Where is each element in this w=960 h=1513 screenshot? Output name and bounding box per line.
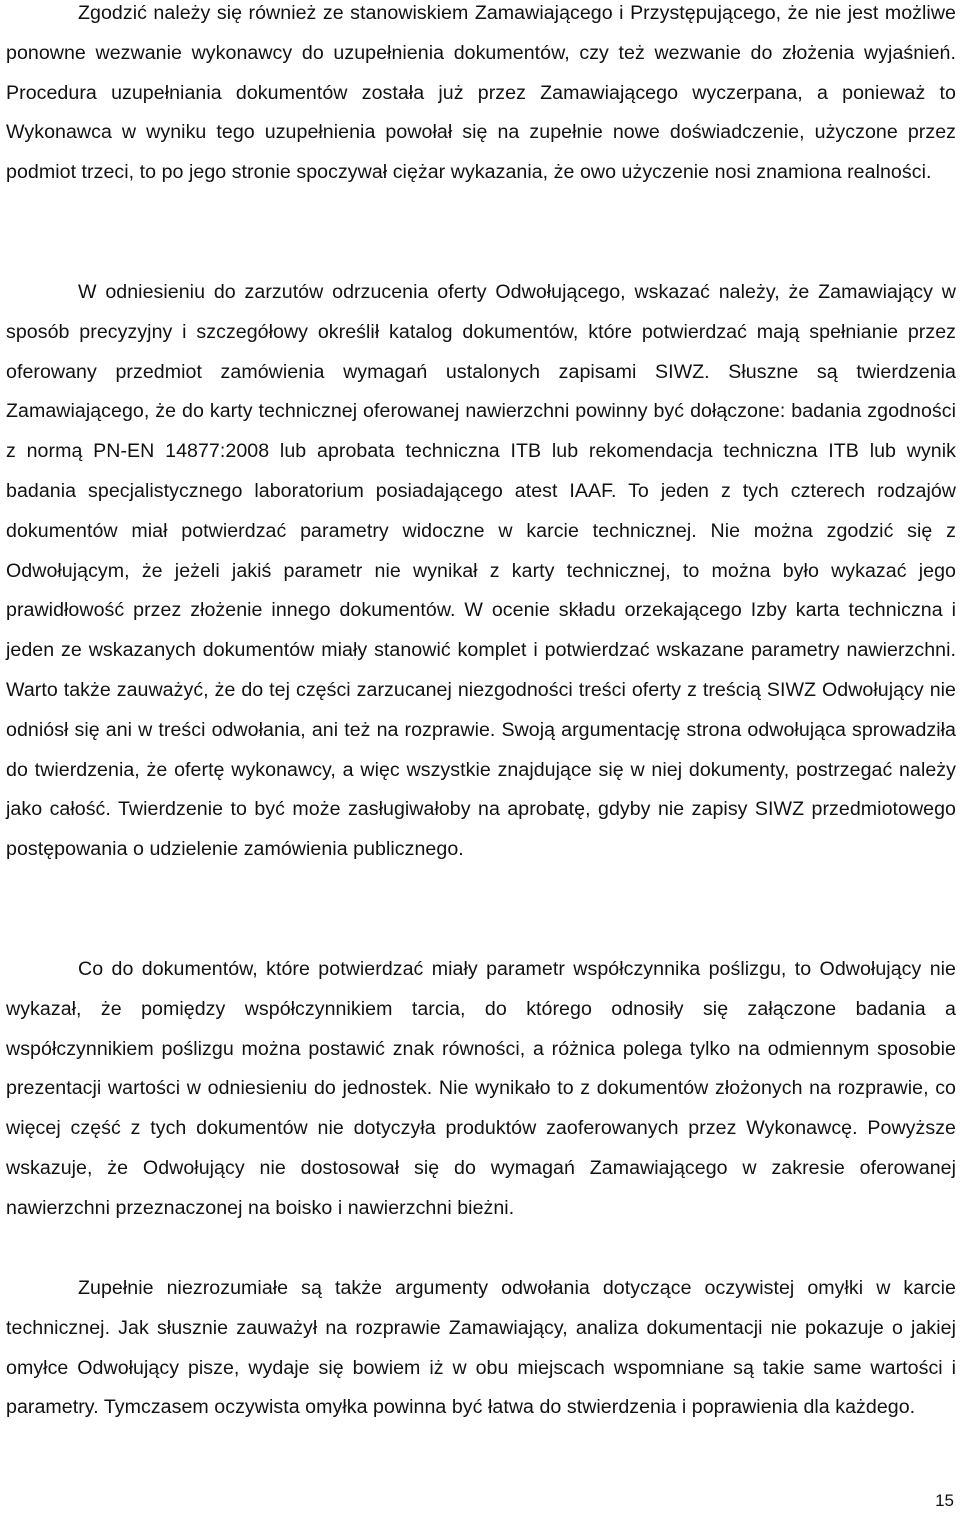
paragraph-2: W odniesieniu do zarzutów odrzucenia oferty Odwołującego, wskazać należy, że Zamawiający w sposób precyzyjny i szczegółowy określił katalog dokumentów, które potwierdzać mają spełnianie przez oferowany przedmiot zamówienia wymagań ustalonych zapisami SIWZ. Słuszne są twierdzenia Zamawiającego, że do karty technicznej oferowanej nawierzchni powinny być dołączone: badania zgodności z normą PN-EN 14877:2008 lub aprobata techniczna ITB lub rekomendacja techniczna ITB lub wynik badania specjalistycznego laboratorium posiadającego atest IAAF. To jeden z tych czterech rodzajów dokumentów miał potwierdzać parametry widoczne w karcie technicznej. Nie można zgodzić się z Odwołującym, że jeżeli jakiś parametr nie wynikał z karty technicznej, to można było wykazać jego prawidłowość przez złożenie innego dokumentów. W ocenie składu orzekającego Izby karta techniczna i jeden ze wskazanych dokumentów miały stanowić komplet i potwierdzać wskazane parametry nawierzchni. Warto także zauważyć, że do tej części zarzucanej niezgodności treści oferty z treścią SIWZ Odwołujący nie odniósł się ani w treści odwołania, ani też na rozprawie. Swoją argumentację strona odwołująca sprowadziła do twierdzenia, że ofertę wykonawcy, a więc wszystkie znajdujące się w niej dokumenty, postrzegać należy jako całość. Twierdzenie to być może zasługiwałoby na aprobatę, gdyby nie zapisy SIWZ przedmiotowego postępowania o udzielenie zamówienia publicznego.: [6, 281, 956, 861]
paragraph-4: Zupełnie niezrozumiałe są także argumenty odwołania dotyczące oczywistej omyłki w karcie technicznej. Jak słusznie zauważył na rozprawie Zamawiający, analiza dokumentacji nie pokazuje o jakiej omyłce Odwołujący pisze, wydaje się bowiem iż w obu miejscach wspomniane są takie same wartości i parametry. Tymczasem oczywista omyłka powinna być łatwa do stwierdzenia i poprawienia dla każdego.: [6, 1277, 956, 1419]
page-number: 15: [935, 1491, 954, 1510]
paragraph-3: Co do dokumentów, które potwierdzać miały parametr współczynnika poślizgu, to Odwołujący nie wykazał, że pomiędzy współczynnikiem tarcia, do którego odnosiły się załączone badania a współczynnikiem poślizgu można postawić znak równości, a różnica polega tylko na odmiennym sposobie prezentacji wartości w odniesieniu do jednostek. Nie wynikało to z dokumentów złożonych na rozprawie, co więcej część z tych dokumentów nie dotyczyła produktów zaoferowanych przez Wykonawcę. Powyższe wskazuje, że Odwołujący nie dostosował się do wymagań Zamawiającego w zakresie oferowanej nawierzchni przeznaczonej na boisko i nawierzchni bieżni.: [6, 958, 956, 1219]
paragraph-1: Zgodzić należy się również ze stanowiskiem Zamawiającego i Przystępującego, że nie jest możliwe ponowne wezwanie wykonawcy do uzupełnienia dokumentów, czy też wezwanie do złożenia wyjaśnień. Procedura uzupełniania dokumentów została już przez Zamawiającego wyczerpana, a ponieważ to Wykonawca w wyniku tego uzupełnienia powołał się na zupełnie nowe doświadczenie, użyczone przez podmiot trzeci, to po jego stronie spoczywał ciężar wykazania, że owo użyczenie nosi znamiona realności.: [6, 2, 956, 184]
